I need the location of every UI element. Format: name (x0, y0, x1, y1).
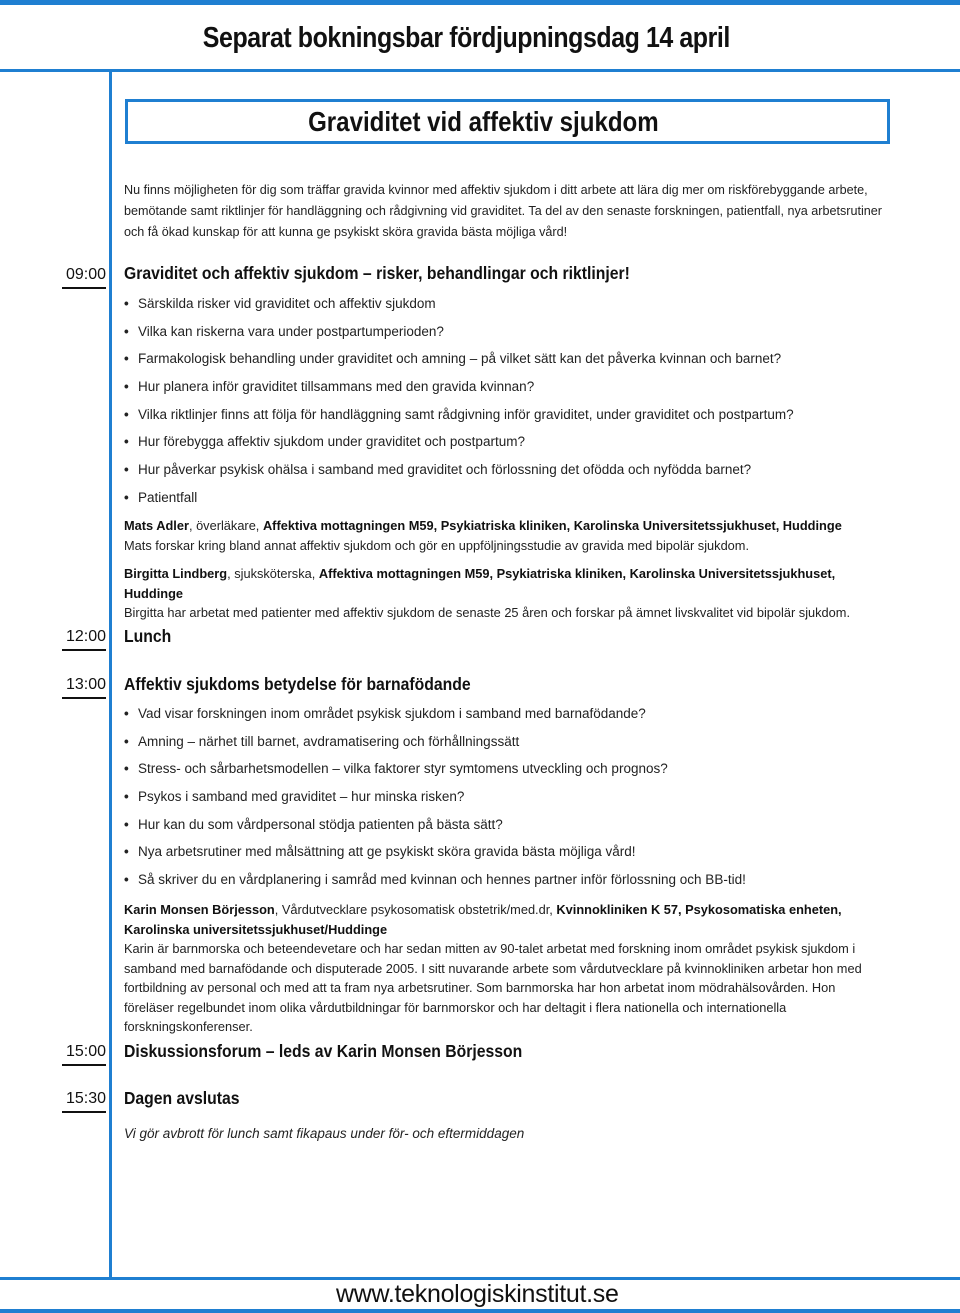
list-item: • Hur planera inför graviditet tillsammans med den gravida kvinnan? (124, 377, 794, 405)
speaker-org: Affektiva mottagningen M59, Psykiatriska kliniken, Karolinska Universitetssjukhuset, Huddinge (262, 518, 842, 533)
footer-band (0, 1277, 960, 1313)
time-1300: 13:00 (62, 676, 106, 699)
list-item: • Nya arbetsrutiner med målsättning att ge psykiskt sköra gravida bästa möjliga vård! (124, 842, 746, 870)
list-item: • Hur förebygga affektiv sjukdom under graviditet och postpartum? (124, 432, 794, 460)
list-item: • Vilka riktlinjer finns att följa för handläggning samt rådgivning inför graviditet, under graviditet och postpartum? (124, 405, 794, 433)
intro-text: Nu finns möjligheten för dig som träffar gravida kvinnor med affektiv sjukdom i ditt arbete att lära dig mer om riskförebyggande arbete, bemötande samt riktlinjer för handläggning och rådgivning vid graviditet. Ta del av den senaste forskningen, patientfall, nya arbetsrutiner och få ökad kunskap för att kunna ge psykiskt sköra gravida bästa möjliga vård! (124, 183, 882, 239)
session-title-1300: Affektiv sjukdoms betydelse för barnafödande (124, 674, 471, 694)
speaker-name: Birgitta Lindberg (124, 566, 228, 581)
speaker-org: Kvinnokliniken K 57, Psykosomatiska enheten, Karolinska universitetssjukhuset/Huddinge (124, 902, 842, 937)
bullet-icon: • (124, 351, 129, 367)
bullet-icon: • (124, 761, 129, 777)
speaker-bio: Karin är barnmorska och beteendevetare och har sedan mitten av 90-talet arbetat med forskning inom området psykisk sjukdom i samband med barnafödande och disputerade 2005. I sitt nuvarande arbete som vårdutvecklare på kvinnokliniken arbetar hon med fortbildning av personal och med att ta fram nya arbetsrutiner. Som barnmorska har hon arbetat inom mödrahälsovården. Hon föreläser regelbundet inom olika vårdutbildningar för barnmorskor och har deltagit i flera nationella och internationella forskningskonferenser. (124, 941, 862, 1034)
bullet-icon: • (124, 296, 129, 311)
bullet-icon: • (124, 379, 129, 395)
list-item: • Hur kan du som vårdpersonal stödja patienten på bästa sätt? (124, 815, 746, 843)
time-1530: 15:30 (62, 1090, 106, 1113)
session-title-0900: Graviditet och affektiv sjukdom – risker, behandlingar och riktlinjer! (124, 263, 630, 283)
bullet-icon: • (124, 434, 129, 450)
bullet-icon: • (124, 323, 129, 339)
speaker-role: , överläkare, (188, 518, 263, 533)
speaker-role: , Vårdutvecklare psykosomatisk obstetrik/med.dr, (274, 902, 557, 917)
time-0900: 09:00 (62, 266, 106, 289)
session-title-1200: Lunch (124, 626, 172, 646)
speaker-name: Mats Adler (124, 518, 189, 533)
bullet-list-1300 (124, 704, 746, 898)
list-item: • Vad visar forskningen inom området psykisk sjukdom i samband med barnafödande? (124, 704, 746, 732)
session-title-1500: Diskussionsforum – leds av Karin Monsen Börjesson (124, 1041, 523, 1061)
list-item: • Stress- och sårbarhetsmodellen – vilka faktorer styr symtomens utveckling och prognos? (124, 759, 746, 787)
speaker-karin-monsen-borjesson (124, 900, 864, 1037)
speaker-role: , sjuksköterska, (227, 566, 319, 581)
break-note: Vi gör avbrott för lunch samt fikapaus under för- och eftermiddagen (124, 1126, 525, 1141)
bullet-icon: • (124, 816, 129, 832)
list-item: • Så skriver du en vårdplanering i samråd med kvinnan och hennes partner inför förlossning och BB-tid! (124, 870, 746, 898)
bullet-icon: • (124, 872, 129, 888)
speaker-org: Affektiva mottagningen M59, Psykiatriska kliniken, Karolinska Universitetssjukhuset, Huddinge (124, 566, 836, 601)
bullet-list-0900 (124, 294, 794, 516)
bullet-icon: • (124, 789, 129, 805)
bullet-icon: • (124, 489, 129, 505)
subtitle-box (125, 99, 890, 144)
list-item: • Hur påverkar psykisk ohälsa i samband med graviditet och förlossning det ofödda och nyfödda barnet? (124, 460, 794, 488)
bullet-icon: • (124, 462, 129, 478)
list-item: • Farmakologisk behandling under graviditet och amning – på vilket sätt kan det påverka kvinnan och barnet? (124, 349, 794, 377)
bullet-icon: • (124, 406, 129, 422)
header-band (0, 0, 960, 72)
bullet-icon: • (124, 733, 129, 749)
session-title-1530: Dagen avslutas (124, 1088, 240, 1108)
list-item: • Vilka kan riskerna vara under postpartumperioden? (124, 322, 794, 350)
speaker-name: Karin Monsen Börjesson (124, 902, 275, 917)
list-item: • Amning – närhet till barnet, avdramatisering och förhållningssätt (124, 732, 746, 760)
page-title: Separat bokningsbar fördjupningsdag 14 april (202, 22, 730, 54)
speaker-mats-adler (124, 516, 864, 555)
time-1200: 12:00 (62, 628, 106, 651)
list-item: • Särskilda risker vid graviditet och affektiv sjukdom (124, 294, 794, 322)
speaker-bio: Mats forskar kring bland annat affektiv sjukdom och gör en uppföljningsstudie av gravida med bipolär sjukdom. (124, 537, 750, 553)
list-item: • Patientfall (124, 488, 794, 516)
footer-url[interactable]: www.teknologiskinstitut.se (336, 1280, 619, 1308)
subtitle: Graviditet vid affektiv sjukdom (308, 106, 659, 137)
speaker-bio: Birgitta har arbetat med patienter med affektiv sjukdom de senaste 25 åren och forskar på ämnet livskvalitet vid bipolär sjukdom. (124, 605, 850, 620)
bullet-icon: • (124, 844, 129, 860)
timeline-rule (109, 72, 112, 1277)
list-item: • Psykos i samband med graviditet – hur minska risken? (124, 787, 746, 815)
speaker-birgitta-lindberg (124, 564, 864, 623)
bullet-icon: • (124, 706, 129, 721)
time-1500: 15:00 (62, 1043, 106, 1066)
